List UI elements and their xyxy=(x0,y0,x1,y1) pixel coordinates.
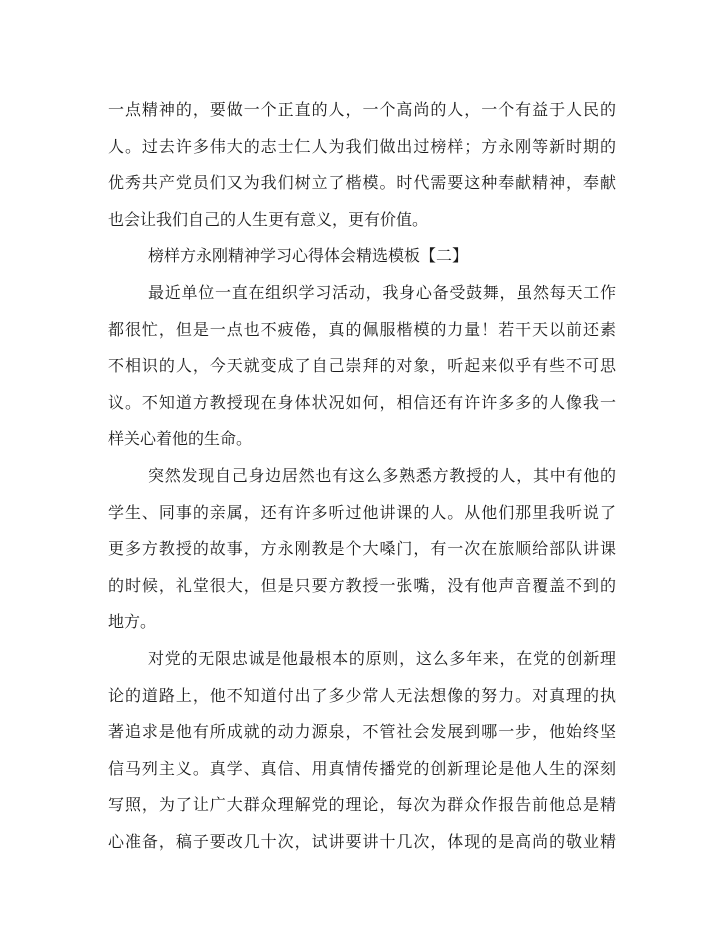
paragraph-line: 都很忙，但是一点也不疲倦，真的佩服楷模的力量！若干天以前还素 xyxy=(108,319,616,339)
paragraph-line: 著追求是他有所成就的动力源泉，不管社会发展到哪一步，他始终坚 xyxy=(108,722,616,742)
document-body xyxy=(108,92,616,860)
paragraph-line: 更多方教授的故事，方永刚教是个大嗓门，有一次在旅顺给部队讲课 xyxy=(108,539,616,559)
paragraph-line: 不相识的人，今天就变成了自己崇拜的对象，听起来似乎有些不可思 xyxy=(108,356,616,376)
paragraph xyxy=(108,275,616,458)
paragraph-line: 突然发现自己身边居然也有这么多熟悉方教授的人，其中有他的 xyxy=(148,465,616,485)
paragraph-line: 议。不知道方教授现在身体状况如何，相信还有许许多多的人像我一 xyxy=(108,392,616,412)
paragraph-line: 论的道路上，他不知道付出了多少常人无法想像的努力。对真理的执 xyxy=(108,685,616,705)
paragraph-line: 写照，为了让广大群众理解党的理论，每次为群众作报告前他总是精 xyxy=(108,795,616,815)
section-heading xyxy=(108,238,616,275)
paragraph-line: 样关心着他的生命。 xyxy=(108,429,253,449)
paragraph-line: 学生、同事的亲属，还有许多听过他讲课的人。从他们那里我听说了 xyxy=(108,502,616,522)
paragraph-line: 最近单位一直在组织学习活动，我身心备受鼓舞，虽然每天工作 xyxy=(148,282,616,302)
paragraph-line: 对党的无限忠诚是他最根本的原则，这么多年来，在党的创新理 xyxy=(148,648,616,668)
paragraph-line: 的时候，礼堂很大，但是只要方教授一张嘴，没有他声音覆盖不到的 xyxy=(108,575,616,595)
paragraph-line: 地方。 xyxy=(108,612,157,632)
heading-text: 榜样方永刚精神学习心得体会精选模板【二】 xyxy=(148,246,469,266)
paragraph xyxy=(108,458,616,641)
paragraph-line: 一点精神的，要做一个正直的人，一个高尚的人，一个有益于人民的 xyxy=(108,100,616,119)
paragraph xyxy=(108,92,616,238)
paragraph-line: 人。过去许多伟大的志士仁人为我们做出过榜样；方永刚等新时期的 xyxy=(108,136,616,156)
paragraph-line: 优秀共产党员们又为我们树立了楷模。时代需要这种奉献精神，奉献 xyxy=(108,173,616,193)
paragraph-line: 信马列主义。真学、真信、用真情传播党的创新理论是他人生的深刻 xyxy=(108,758,616,778)
paragraph-line: 心准备，稿子要改几十次，试讲要讲十几次，体现的是高尚的敬业精 xyxy=(108,831,616,851)
paragraph-line: 也会让我们自己的人生更有意义，更有价值。 xyxy=(108,209,429,229)
paragraph xyxy=(108,641,616,861)
